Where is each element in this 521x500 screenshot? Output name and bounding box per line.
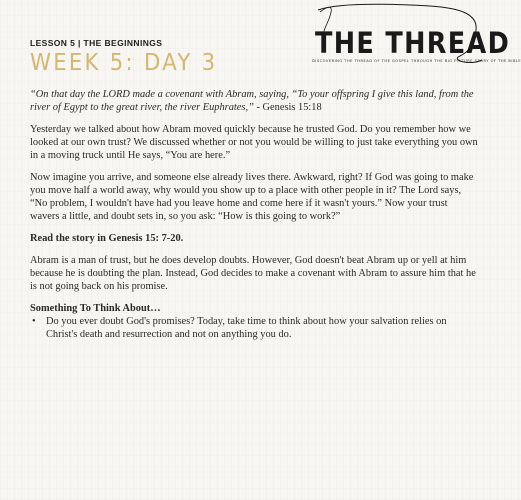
body-paragraph-1: Yesterday we talked about how Abram moved quickly because he trusted God. Do you remember how we looked at our own trust? We discussed whether or not you would be willing to just take everything you own in a moving truck until He says, “You are here.” — [30, 124, 478, 161]
body-paragraph-2: Now imagine you arrive, and someone else already lives there. Awkward, right? If God was going to make you move half a world away, why would you show up to a place with other people in it? The Lord says, “No problem, I wouldn't have had you leave home and come here if it wasn't yours.” Now your trust wavers a little, and doubt sets in, so you ask: “How is this going to work?” — [30, 172, 474, 222]
logo-tagline: DISCOVERING THE THREAD OF THE GOSPEL THROUGH THE BIG PICTURE STORY OF THE BIBLE — [312, 59, 521, 63]
lesson-content — [30, 88, 478, 341]
think-heading: Something To Think About… — [30, 303, 161, 314]
think-bullet-text: Do you ever doubt God's promises? Today, take time to think about how your salvation relies on Christ's death and resurrection and not on anything you do. — [46, 316, 447, 340]
page-title: WEEK 5: DAY 3 — [30, 50, 218, 76]
body-paragraph-3: Abram is a man of trust, but he does develop doubts. However, God doesn't beat Abram up or yell at him because he is doubting the plan. Instead, God decides to make a covenant with Abram to assure him that he is not going back on his promise. — [30, 255, 476, 292]
page-header — [30, 38, 234, 76]
bullet-icon: • — [32, 316, 36, 327]
logo-title: THE THREAD — [315, 26, 511, 60]
list-item — [30, 315, 478, 341]
verse-reference: - Genesis 15:18 — [253, 102, 322, 113]
verse-text: “On that day the LORD made a covenant with Abram, saying, “To your offspring I give this land, from the river of Egypt to the great river, the river Euphrates,” — [30, 89, 474, 113]
the-thread-logo — [300, 0, 521, 80]
lesson-label: LESSON 5 | THE BEGINNINGS — [30, 38, 163, 48]
scripture-verse — [30, 88, 478, 114]
read-heading: Read the story in Genesis 15: 7-20. — [30, 233, 184, 244]
